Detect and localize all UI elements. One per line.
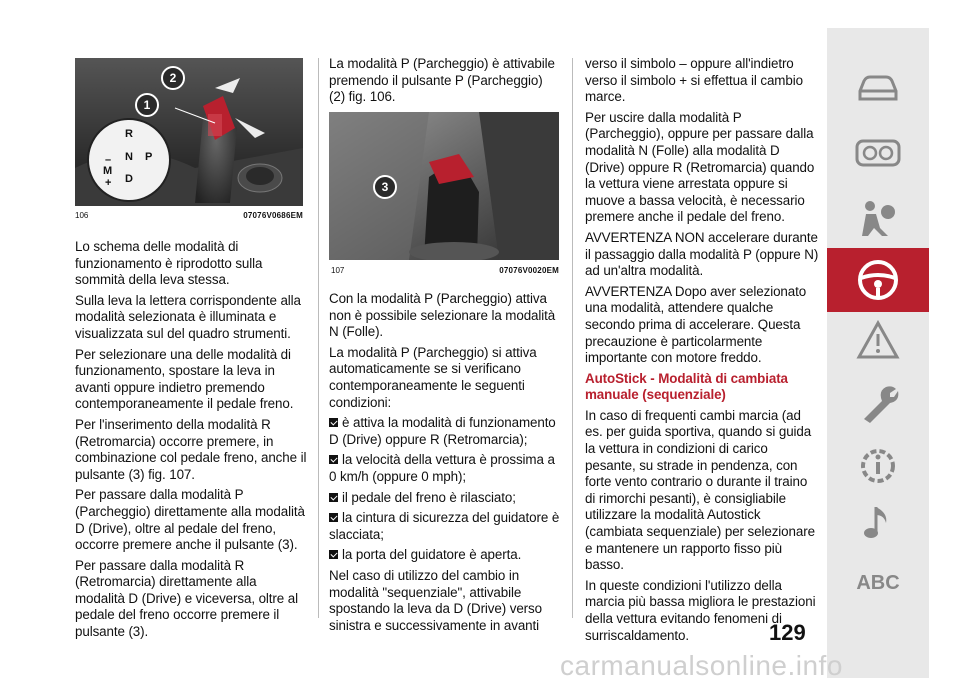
paragraph: La modalità P (Parcheggio) si attiva automaticamente se si verificano contemporaneamente le seguenti condizioni: [329, 344, 537, 410]
gear-letter-p: P [145, 151, 153, 163]
list-item: il pedale del freno è rilasciato; [329, 490, 561, 507]
gear-letter-n: N [125, 151, 133, 163]
paragraph: Nel caso di utilizzo del cambio in modalità "sequenziale", attivabile spostando la leva da D (Drive) verso sinistra e successivamente in avanti [329, 567, 542, 633]
list-item: la cintura di sicurezza del guidatore è slacciata; [329, 510, 560, 542]
gear-info-icon[interactable] [827, 436, 929, 496]
column-divider [572, 58, 573, 618]
callout-2: 2 [161, 66, 185, 90]
abc-icon[interactable] [827, 553, 929, 613]
paragraph: Lo schema delle modalità di funzionamento è riprodotto sulla sommità della leva stessa. [75, 239, 263, 288]
figure-number: 106 [75, 211, 89, 220]
figure-106-caption [75, 211, 303, 220]
checkbox-bullet-icon [329, 493, 338, 502]
gear-minus: – [105, 154, 112, 166]
paragraph: AVVERTENZA Dopo aver selezionato una modalità, attendere qualche secondo prima di accelerare. Questa precauzione è particolarmente importante con motore freddo. [585, 283, 807, 366]
paragraph: In caso di frequenti cambi marcia (ad es. per guida sportiva, quando si guida la vettura in condizioni di carico pesante, su strade in pendenza, con forte vento contrario o durante il traino di rimorchi pesanti), è consigliabile utilizzare la modalità Autostick (cambiata sequenziale) per selezionare e mantenere un rapporto fisso più basso. [585, 407, 815, 573]
paragraph: La modalità P (Parcheggio) è attivabile premendo il pulsante P (Parcheggio) (2) fig. 106. [329, 56, 555, 105]
wrench-icon[interactable] [827, 373, 929, 433]
gear-lever-photo [329, 112, 559, 260]
column-2 [329, 56, 561, 110]
figure-code: 07076V0020EM [499, 266, 559, 275]
gear-letter-r: R [125, 128, 133, 140]
column-2-lower [329, 291, 561, 638]
paragraph: Per l'inserimento della modalità R (Retromarcia) occorre premere, in combinazione col pedale freno, anche il pulsante (3) fig. 107. [75, 416, 307, 482]
airbag-icon[interactable] [827, 188, 929, 248]
gear-letter-m: M [103, 165, 113, 177]
column-1 [75, 239, 309, 645]
callout-3: 3 [373, 175, 397, 199]
figure-106 [75, 58, 303, 206]
music-icon[interactable] [827, 493, 929, 553]
checkbox-bullet-icon [329, 513, 338, 522]
paragraph: verso il simbolo – oppure all'indietro verso il simbolo + si effettua il cambio marce. [585, 56, 803, 105]
figure-107 [329, 112, 559, 260]
steering-wheel-icon[interactable] [827, 248, 929, 312]
paragraph: In queste condizioni l'utilizzo della marcia più bassa migliora le prestazioni della vettura evitando fenomeni di surriscaldamento. [585, 577, 816, 643]
gear-diagram-circle [87, 118, 171, 202]
column-3 [585, 56, 819, 648]
figure-107-caption [331, 266, 559, 275]
list-item: è attiva la modalità di funzionamento D (Drive) oppure R (Retromarcia); [329, 415, 556, 447]
figure-number: 107 [331, 266, 345, 275]
list-item: la porta del guidatore è aperta. [329, 547, 561, 564]
gear-plus: + [105, 177, 112, 189]
paragraph: Sulla leva la lettera corrispondente alla modalità selezionata è illuminata e visualizzata sul del quadro strumenti. [75, 292, 301, 341]
checkbox-bullet-icon [329, 550, 338, 559]
chapter-sidebar [827, 28, 929, 678]
paragraph: Per passare dalla modalità P (Parcheggio) direttamente alla modalità D (Drive), oltre al pedale del freno, occorre premere anche il pulsante (3). [75, 487, 305, 553]
gear-letter-d: D [125, 173, 133, 185]
figure-code: 07076V0686EM [243, 211, 303, 220]
callout-1: 1 [135, 93, 159, 117]
list-item: la velocità della vettura è prossima a 0 km/h (oppure 0 mph); [329, 452, 555, 484]
car-icon[interactable] [827, 58, 929, 118]
section-heading: AutoStick - Modalità di cambiata manuale (sequenziale) [585, 370, 788, 403]
paragraph: Per passare dalla modalità R (Retromarcia) direttamente alla modalità D (Drive) e viceversa, oltre al pedale del freno occorre premere il pulsante (3). [75, 557, 298, 640]
paragraph: Con la modalità P (Parcheggio) attiva non è possibile selezionare la modalità N (Folle). [329, 291, 556, 340]
checkbox-bullet-icon [329, 455, 338, 464]
watermark: carmanualsonline.info [560, 650, 843, 681]
warning-icon[interactable] [827, 310, 929, 370]
paragraph: Per selezionare una delle modalità di funzionamento, spostare la leva in avanti oppure indietro premendo contemporaneamente il pedale freno. [75, 346, 294, 412]
paragraph: AVVERTENZA NON accelerare durante il passaggio dalla modalità P (oppure N) ad un'altra modalità. [585, 229, 819, 279]
dashboard-icon[interactable] [827, 123, 929, 183]
checkbox-bullet-icon [329, 418, 338, 427]
paragraph: Per uscire dalla modalità P (Parcheggio), oppure per passare dalla modalità N (Folle) alla modalità D (Drive) oppure R (Retromarcia) quando la vettura viene arrestata oppure si muove a bassa velocità, è necessario premere anche il pedale del freno. [585, 109, 815, 225]
page-number: 129 [769, 620, 806, 645]
column-divider [318, 58, 319, 618]
abc-label: ABC [856, 571, 900, 594]
